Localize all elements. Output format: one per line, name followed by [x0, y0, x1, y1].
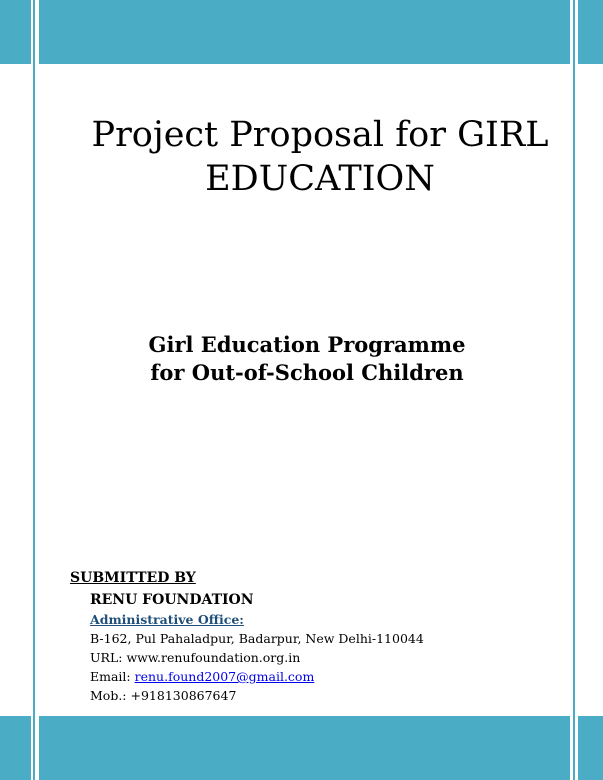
document-subtitle — [0, 331, 603, 387]
document-title — [0, 113, 603, 201]
mobile-line — [90, 686, 424, 705]
office-label: Administrative Office: — [90, 612, 244, 627]
mobile-value: +918130867647 — [130, 688, 237, 703]
bottom-color-band — [0, 716, 603, 780]
subtitle-line-2: for Out-of-School Children — [150, 360, 464, 385]
title-line-2: EDUCATION — [205, 159, 435, 199]
title-line-1: Project Proposal for GIRL — [91, 115, 549, 155]
subtitle-line-1: Girl Education Programme — [148, 332, 466, 357]
office-address: B-162, Pul Pahaladpur, Badarpur, New Delhi-110044 — [90, 631, 424, 646]
email-label: Email: — [90, 669, 135, 684]
url-line — [90, 648, 424, 667]
submitter-details — [90, 591, 424, 705]
mobile-label: Mob.: — [90, 688, 131, 703]
email-link[interactable]: renu.found2007@gmail.com — [134, 669, 315, 684]
organization-name: RENU FOUNDATION — [90, 592, 254, 608]
submitted-by-heading: SUBMITTED BY — [70, 570, 196, 586]
email-line — [90, 667, 424, 686]
url-label: URL: — [90, 650, 127, 665]
top-color-band — [0, 0, 603, 64]
url-value: www.renufoundation.org.in — [126, 650, 301, 665]
